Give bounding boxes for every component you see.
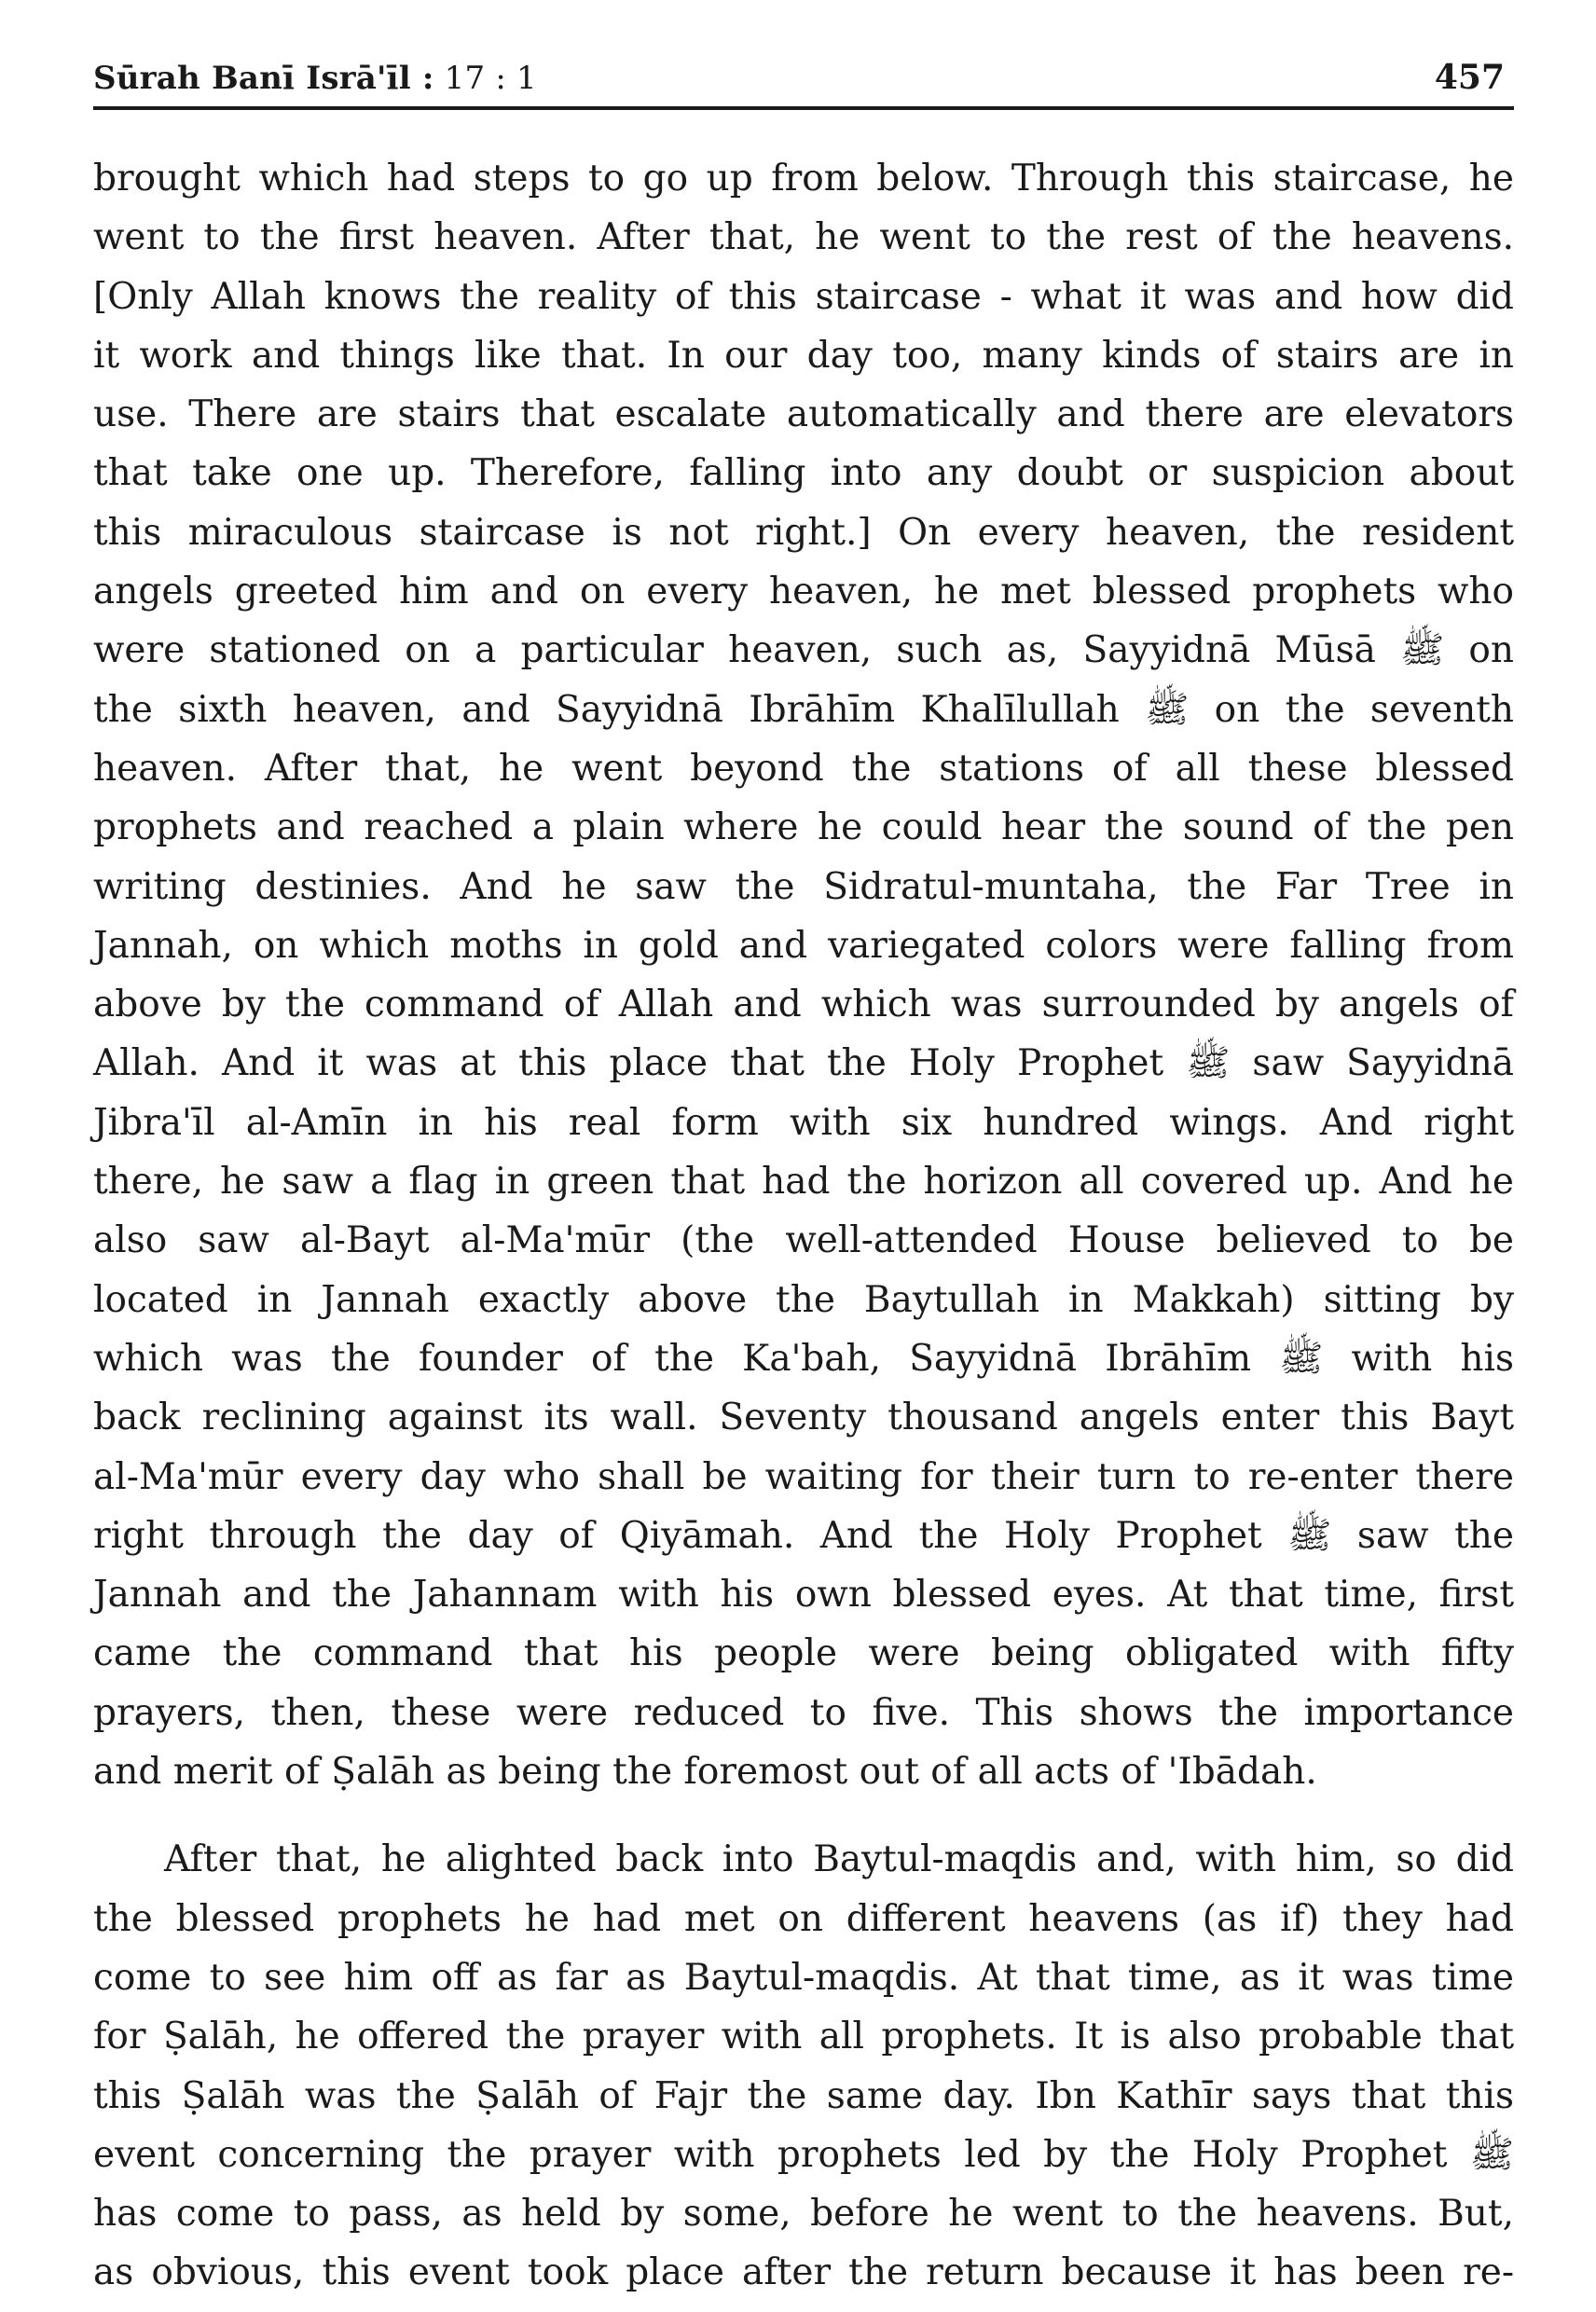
- text-line: writing destinies. And he saw the Sidratul-muntaha, the Far Tree in: [93, 865, 1514, 908]
- text-line: has come to pass, as held by some, before he went to the heavens. But,: [93, 2193, 1514, 2236]
- verse-reference: 17 : 1: [433, 60, 537, 97]
- text-line: were stationed on a particular heaven, such as, Sayyidnā Mūsā ﷺ on: [93, 629, 1514, 672]
- header-left: [93, 60, 537, 97]
- text-line: prayers, then, these were reduced to five. This shows the importance: [93, 1691, 1514, 1734]
- text-line: [Only Allah knows the reality of this staircase - what it was and how did: [93, 275, 1514, 318]
- text-line: al-Ma'mūr every day who shall be waiting for their turn to re-enter there: [93, 1455, 1514, 1498]
- text-line: which was the founder of the Ka'bah, Sayyidnā Ibrāhīm ﷺ with his: [93, 1337, 1514, 1380]
- text-line: came the command that his people were being obligated with fifty: [93, 1632, 1514, 1675]
- running-header: [93, 52, 1514, 103]
- text-line: there, he saw a flag in green that had the horizon all covered up. And he: [93, 1161, 1514, 1204]
- text-line: Allah. And it was at this place that the Holy Prophet ﷺ saw Sayyidnā: [93, 1042, 1514, 1085]
- text-line: Jibra'īl al-Amīn in his real form with six hundred wings. And right: [93, 1101, 1514, 1144]
- header-rule: [93, 106, 1514, 110]
- page-number: 457: [1434, 58, 1505, 97]
- text-line: that take one up. Therefore, falling into any doubt or suspicion about: [93, 452, 1514, 495]
- text-line: angels greeted him and on every heaven, he met blessed prophets who: [93, 571, 1514, 613]
- text-line: this miraculous staircase is not right.] On every heaven, the resident: [93, 511, 1514, 554]
- text-line: prophets and reached a plain where he could hear the sound of the pen: [93, 806, 1514, 849]
- text-line: located in Jannah exactly above the Baytullah in Makkah) sitting by: [93, 1278, 1514, 1321]
- text-line: for Ṣalāh, he offered the prayer with all prophets. It is also probable that: [93, 2016, 1514, 2058]
- text-line: went to the first heaven. After that, he went to the rest of the heavens.: [93, 216, 1514, 259]
- text-line: this Ṣalāh was the Ṣalāh of Fajr the same day. Ibn Kathīr says that this: [93, 2074, 1514, 2117]
- paragraph-1: [93, 149, 1514, 1801]
- paragraph-gap: [93, 1801, 1514, 1830]
- text-line: back reclining against its wall. Seventy thousand angels enter this Bayt: [93, 1397, 1514, 1439]
- text-line: above by the command of Allah and which was surrounded by angels of: [93, 984, 1514, 1026]
- text-line: Jannah, on which moths in gold and variegated colors were falling from: [93, 924, 1514, 967]
- text-line: After that, he alighted back into Baytul-maqdis and, with him, so did: [164, 1838, 1514, 1881]
- text-line: Jannah and the Jahannam with his own blessed eyes. At that time, first: [93, 1574, 1514, 1617]
- text-line: brought which had steps to go up from below. Through this staircase, he: [93, 158, 1514, 200]
- text-line: it work and things like that. In our day too, many kinds of stairs are in: [93, 334, 1514, 377]
- paragraph-2: [93, 1830, 1514, 2302]
- text-line: the sixth heaven, and Sayyidnā Ibrāhīm Khalīlullah ﷺ on the seventh: [93, 688, 1515, 731]
- text-line: and merit of Ṣalāh as being the foremost out of all acts of 'Ibādah.: [93, 1751, 1317, 1794]
- text-line: heaven. After that, he went beyond the stations of all these blessed: [93, 747, 1514, 790]
- text-line: use. There are stairs that escalate automatically and there are elevators: [93, 393, 1514, 436]
- body-text: [93, 149, 1514, 2303]
- text-line: come to see him off as far as Baytul-maqdis. At that time, as it was time: [93, 1956, 1514, 1999]
- text-line: event concerning the prayer with prophets led by the Holy Prophet ﷺ: [93, 2133, 1514, 2176]
- text-line: as obvious, this event took place after the return because it has been re-: [93, 2251, 1514, 2294]
- text-line: right through the day of Qiyāmah. And the Holy Prophet ﷺ saw the: [93, 1514, 1514, 1557]
- text-line: also saw al-Bayt al-Ma'mūr (the well-attended House believed to be: [93, 1219, 1514, 1262]
- surah-title: Sūrah Banī Isrā'īl :: [93, 60, 434, 97]
- text-line: the blessed prophets he had met on different heavens (as if) they had: [93, 1897, 1514, 1940]
